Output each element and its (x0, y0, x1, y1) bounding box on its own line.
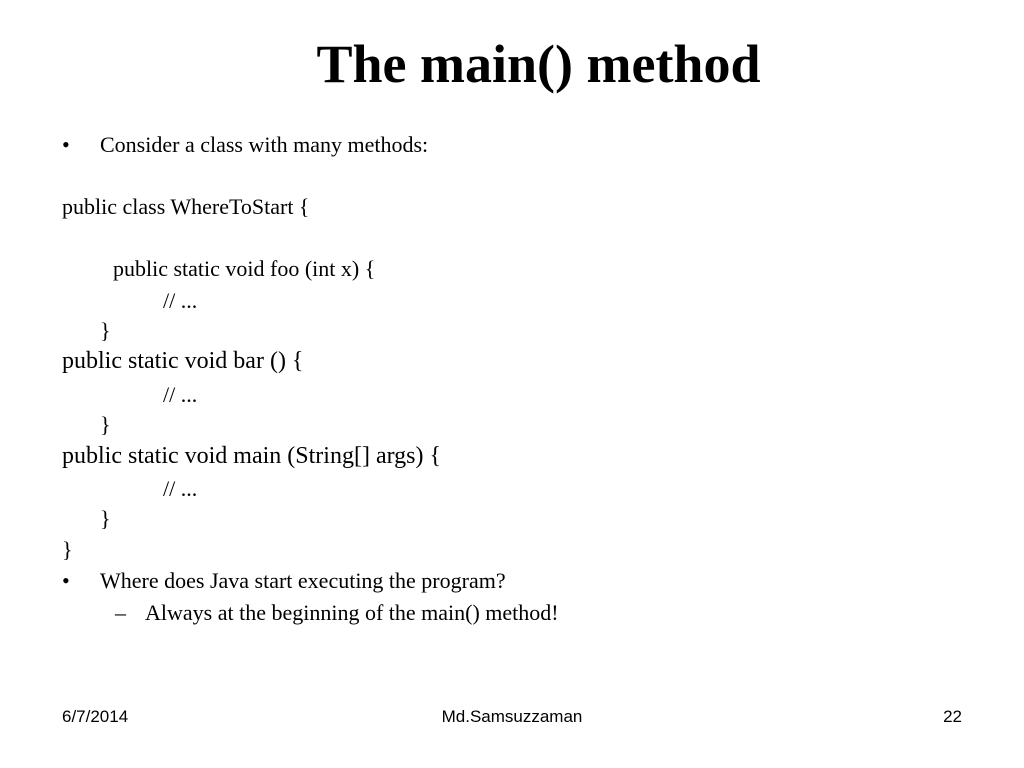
code-bar-close: } (100, 412, 111, 437)
bullet-1-text: Consider a class with many methods: (100, 132, 429, 157)
code-main-close: } (100, 506, 111, 531)
bullet-2-marker: • (62, 568, 70, 593)
footer-date: 6/7/2014 (62, 707, 129, 726)
code-foo-body: // ... (163, 288, 198, 313)
code-foo-close: } (100, 318, 111, 343)
code-class-open: public class WhereToStart { (62, 194, 310, 219)
code-main-body: // ... (163, 476, 198, 501)
bullet-1-marker: • (62, 132, 70, 157)
code-class-close: } (62, 537, 73, 562)
code-main-signature: public static void main (String[] args) { (62, 443, 442, 469)
sub-bullet-1-text: Always at the beginning of the main() method! (145, 600, 559, 625)
bullet-2-text: Where does Java start executing the program? (100, 568, 506, 593)
footer-author: Md.Samsuzzaman (441, 707, 583, 726)
code-foo-signature: public static void foo (int x) { (113, 256, 376, 281)
sub-bullet-1-marker: – (115, 600, 126, 625)
footer-page-number: 22 (943, 707, 962, 726)
slide-title: The main() method (316, 34, 761, 94)
code-bar-signature: public static void bar () { (62, 348, 304, 374)
code-bar-body: // ... (163, 382, 198, 407)
